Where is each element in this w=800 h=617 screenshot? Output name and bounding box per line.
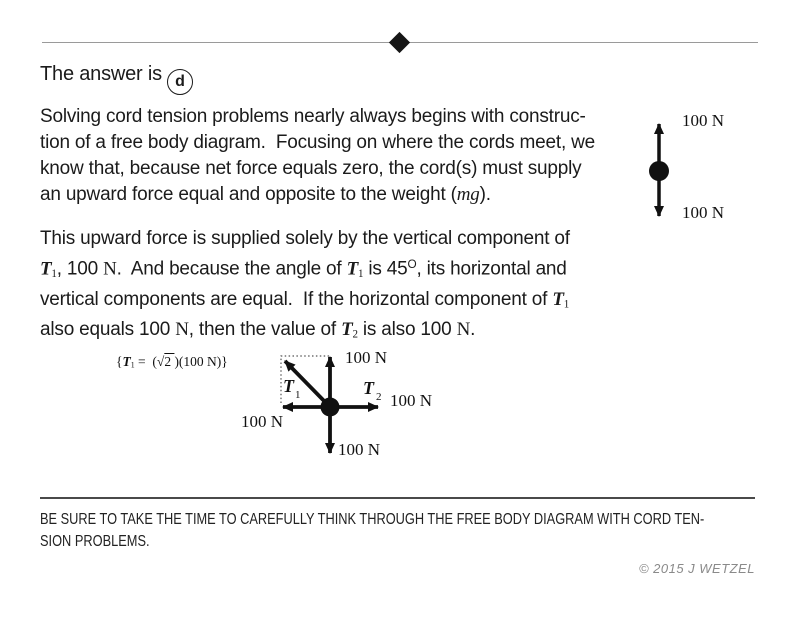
note-line-2: SION PROBLEMS.	[40, 533, 150, 550]
answer-circle-badge: d	[167, 69, 193, 95]
fbd-t2-subscript: 2	[376, 391, 382, 403]
fbd-label-up: 100 N	[345, 348, 388, 367]
fbd-point-mass-dot	[321, 398, 340, 417]
fbd-t1-label: T	[283, 376, 294, 396]
free-body-diagram	[230, 340, 460, 475]
answer-text: The answer is	[40, 63, 162, 85]
copyright-text: © 2015 J WETZEL	[638, 561, 755, 576]
force-label-down: 100 N	[682, 203, 725, 222]
note-text	[40, 509, 800, 553]
paragraph-1: Solving cord tension problems nearly always begins with construc- tion of a free body diagram. Focusing on where the cords meet, we know that, because net force equals zero, the cord(s) must supply an upward force equal and opposite to the weight (mg).	[40, 106, 595, 205]
vertical-force-diagram	[640, 105, 750, 230]
bottom-divider-rule	[40, 497, 755, 499]
tension-formula: {$T_1 = (√2$ )(100 N)}	[116, 354, 228, 370]
paragraph-2: This upward force is supplied solely by the vertical component of $T_1$, 100 N. And because the angle of $T_1$ is $45^O$, its horizontal and vertical components are equal. If the horizontal component of $T_1$ also equals 100 N, then the value of $T_2$ is also 100 N.	[40, 228, 570, 341]
force-label-up: 100 N	[682, 111, 725, 130]
answer-line	[40, 63, 193, 95]
diamond-ornament-icon	[389, 32, 410, 53]
point-mass-dot	[649, 161, 669, 181]
note-line-1: BE SURE TO TAKE THE TIME TO CAREFULLY THINK THROUGH THE FREE BODY DIAGRAM WITH CORD TEN-	[40, 511, 705, 528]
fbd-t2-label: T	[363, 378, 374, 398]
fbd-t1-subscript: 1	[295, 389, 301, 401]
fbd-label-down: 100 N	[338, 440, 381, 459]
fbd-label-left: 100 N	[241, 412, 284, 431]
fbd-label-right: 100 N	[390, 391, 433, 410]
